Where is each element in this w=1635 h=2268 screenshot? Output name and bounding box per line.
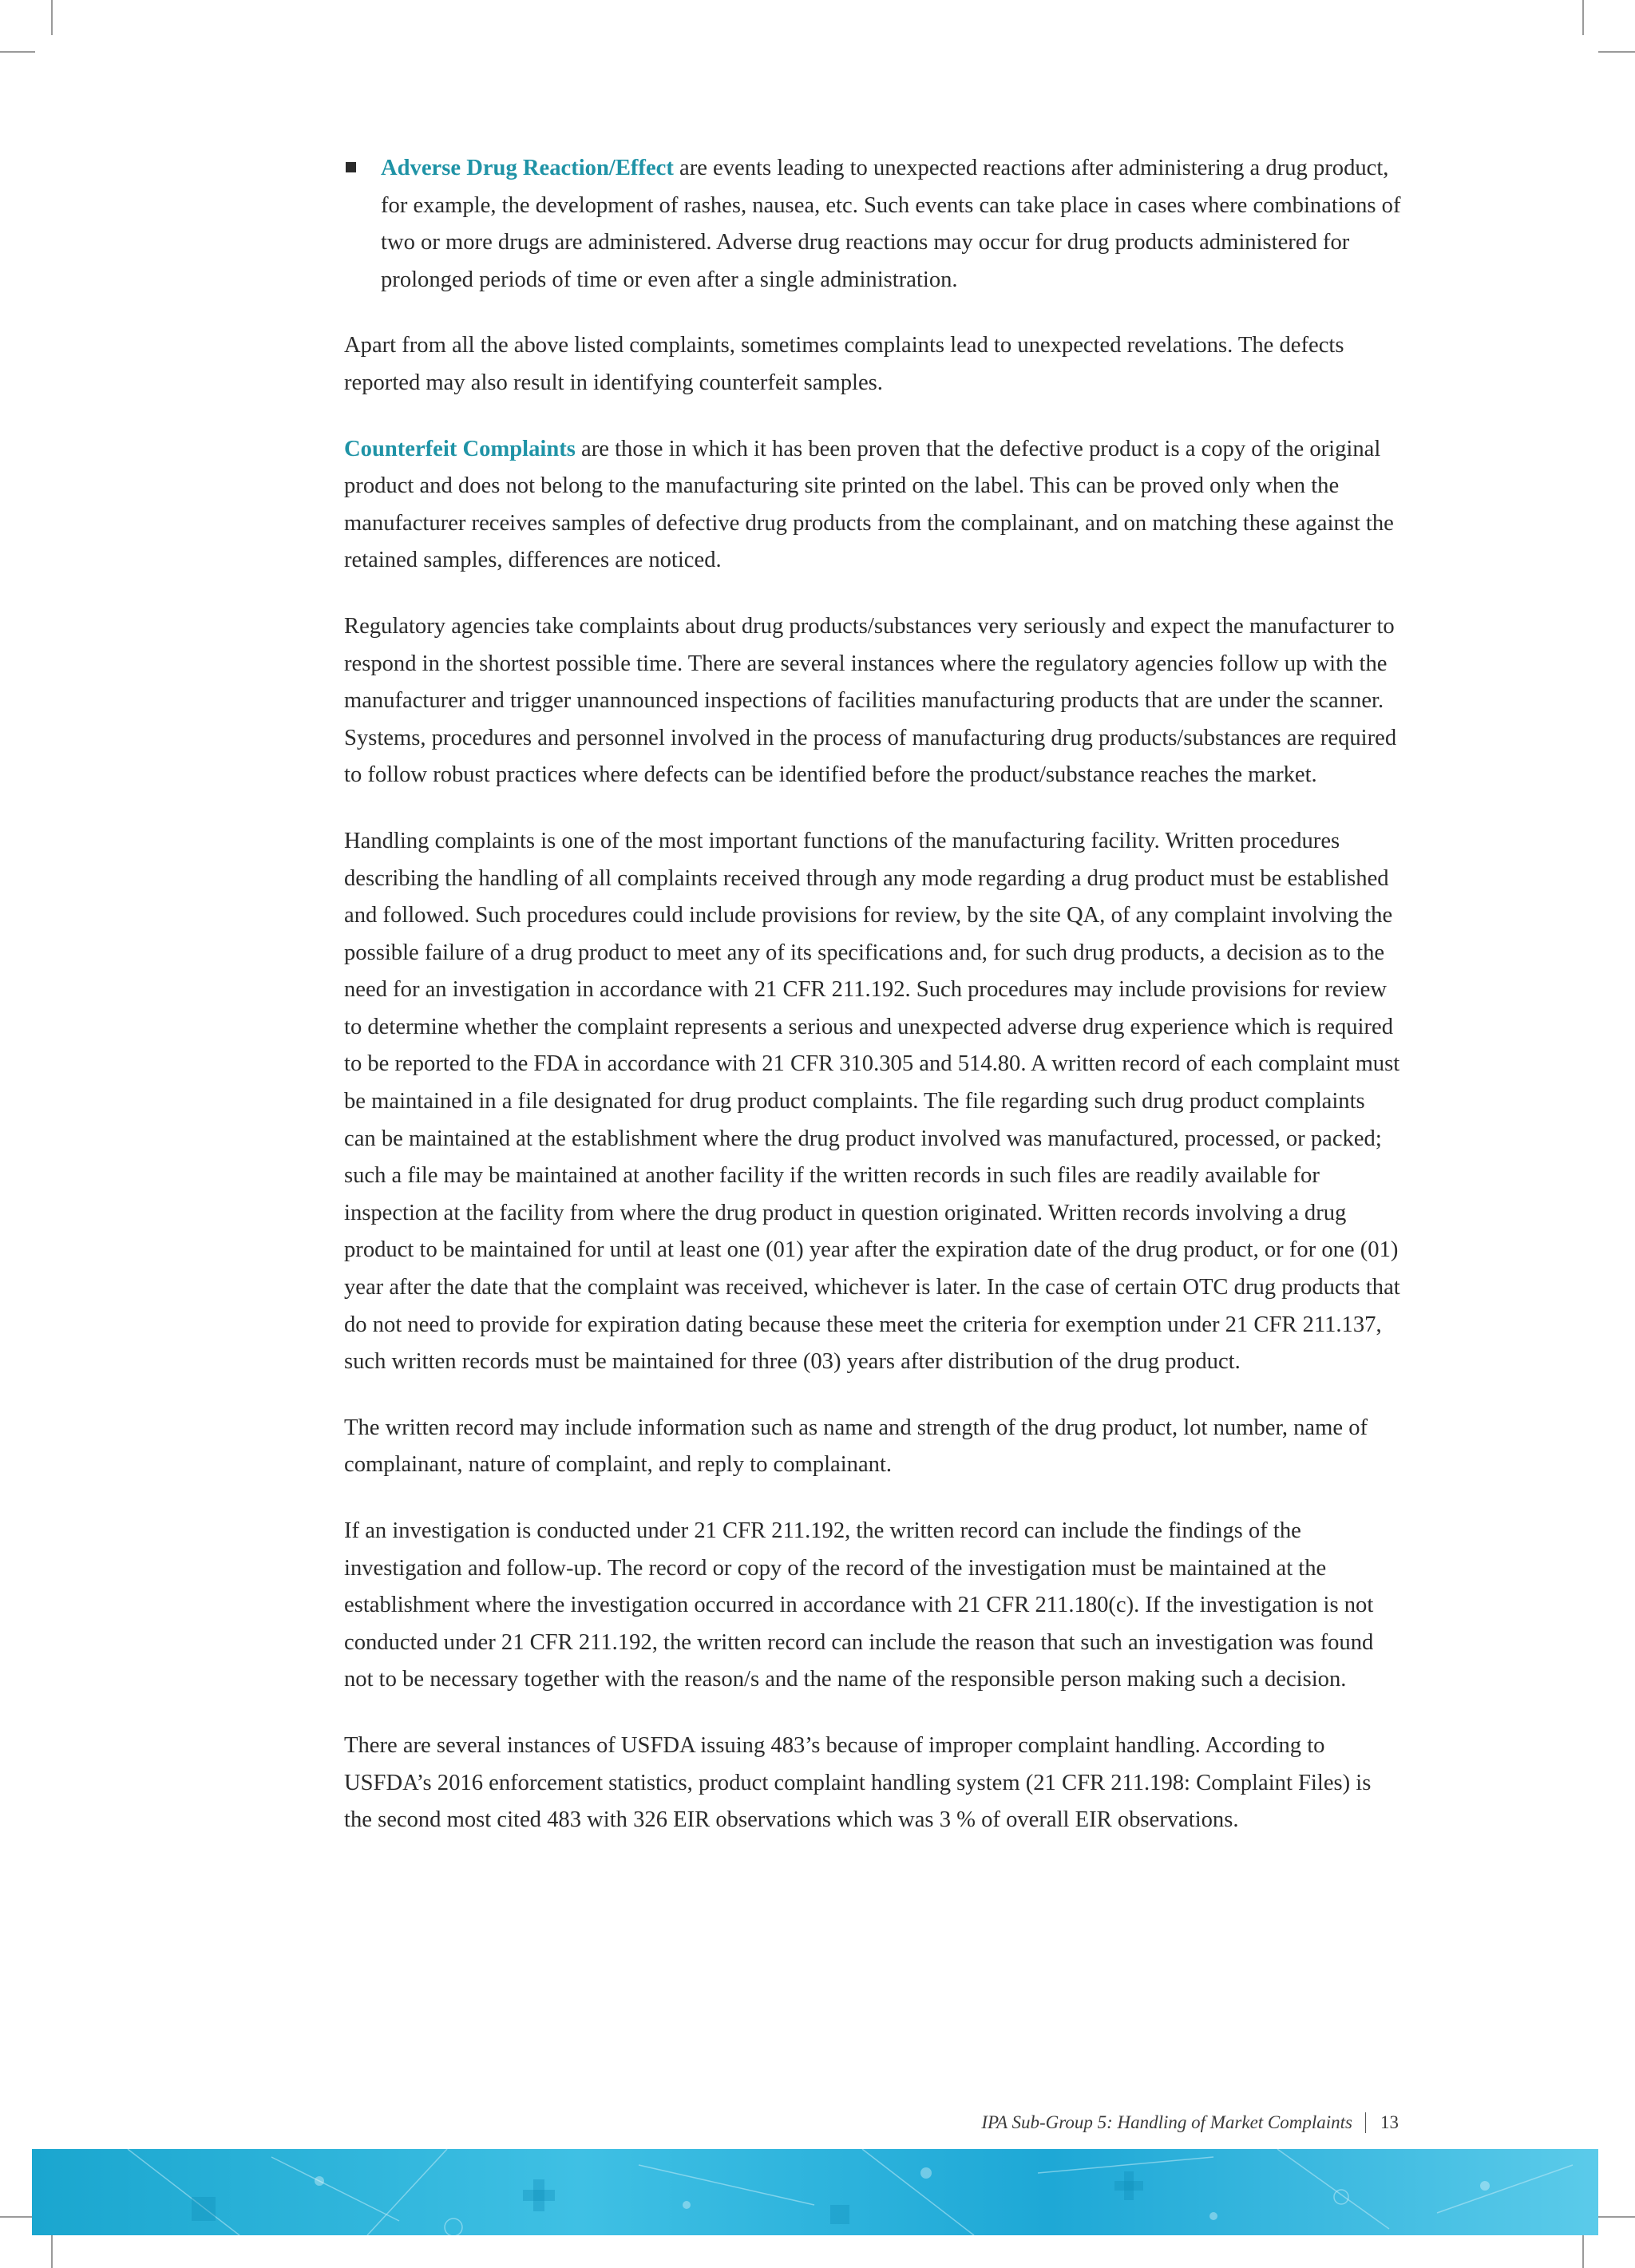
term-counterfeit-complaints: Counterfeit Complaints [344,436,576,461]
page-footer [981,2111,1399,2135]
crop-mark [1582,2235,1584,2268]
crop-mark [1598,51,1635,53]
page-number: 13 [1380,2112,1399,2132]
footer-divider [1365,2112,1366,2133]
paragraph-usfda-483: There are several instances of USFDA issuing 483’s because of improper complaint handling. According to USFDA’s 2016 enforcement statistics, product complaint handling system (21 CFR 211.198: Complaint Files) is the second most cited 483 with 326 EIR observations which was 3 % of overall EIR observations. [344,1732,1372,1833]
paragraph-unexpected-revelations: Apart from all the above listed complaints, sometimes complaints lead to unexpected revelations. The defects reported may also result in identifying counterfeit samples. [344,333,1344,395]
crop-mark [1598,2216,1635,2218]
decorative-footer-banner [32,2149,1598,2235]
page-body [344,150,1402,1839]
square-bullet-icon [346,162,356,172]
term-adverse-drug-reaction: Adverse Drug Reaction/Effect [381,156,674,180]
crop-mark [51,2235,53,2268]
bullet-text: are events leading to unexpected reactions after administering a drug product, for example, the development of rashes, nausea, etc. Such events can take place in cases where combinations of two or more drugs are administered. Adverse drug reactions may occur for drug products administered for prolonged periods of time or even after a single administration. [381,156,1401,292]
paragraph-regulatory-agencies: Regulatory agencies take complaints about drug products/substances very seriously and expect the manufacturer to respond in the shortest possible time. There are several instances where the regulatory agencies follow up with the manufacturer and trigger unannounced inspections of facilities manufacturing products that are under the scanner. Systems, procedures and personnel involved in the process of manufacturing drug products/substances are required to follow robust practices where defects can be identified before the product/substance reaches the market. [344,613,1397,788]
crop-mark [51,0,53,35]
paragraph-counterfeit-complaints [344,431,1402,580]
bullet-adverse-drug-reaction [344,150,1402,299]
paragraph-written-record: The written record may include information such as name and strength of the drug product, lot number, name of complainant, nature of complaint, and reply to complainant. [344,1415,1368,1478]
banner-pattern-icon [32,2149,1598,2235]
paragraph-handling-complaints: Handling complaints is one of the most important functions of the manufacturing facility. Written procedures describing the handling of all complaints received through any mode regarding a drug product must be established and followed. Such procedures could include provisions for review, by the site QA, of any complaint involving the possible failure of a drug product to meet any of its specifications and, for such drug products, a decision as to the need for an investigation in accordance with 21 CFR 211.192. Such procedures may include provisions for review to determine whether the complaint represents a serious and unexpected adverse drug experience which is required to be reported to the FDA in accordance with 21 CFR 310.305 and 514.80. A written record of each complaint must be maintained in a file designated for drug product complaints. The file regarding such drug product complaints can be maintained at the establishment where the drug product involved was manufactured, processed, or packed; such a file may be maintained at another facility if the written records in such files are readily available for inspection at the facility from where the drug product in question originated. Written records involving a drug product to be maintained for until at least one (01) year after the expiration date of the drug product, or for one (01) year after the date that the complaint was received, whichever is later. In the case of certain OTC drug products that do not need to provide for expiration dating because these meet the criteria for exemption under 21 CFR 211.137, such written records must be maintained for three (03) years after distribution of the drug product. [344,828,1400,1375]
paragraph-investigation: If an investigation is conducted under 21 CFR 211.192, the written record can include the findings of the investigation and follow-up. The record or copy of the record of the investigation must be maintained at the establishment where the investigation occurred in accordance with 21 CFR 211.180(c). If the investigation is not conducted under 21 CFR 211.192, the written record can include the reason that such an investigation was found not to be necessary together with the reason/s and the name of the responsible person making such a decision. [344,1518,1374,1692]
crop-mark [0,51,35,53]
crop-mark [0,2216,35,2218]
crop-mark [1582,0,1584,35]
counterfeit-text: are those in which it has been proven that the defective product is a copy of the original product and does not belong to the manufacturing site printed on the label. This can be proved only when the manufacturer receives samples of defective drug products from the complainant, and on matching these against the retained samples, differences are noticed. [344,436,1394,573]
footer-title: IPA Sub-Group 5: Handling of Market Complaints [981,2112,1352,2132]
